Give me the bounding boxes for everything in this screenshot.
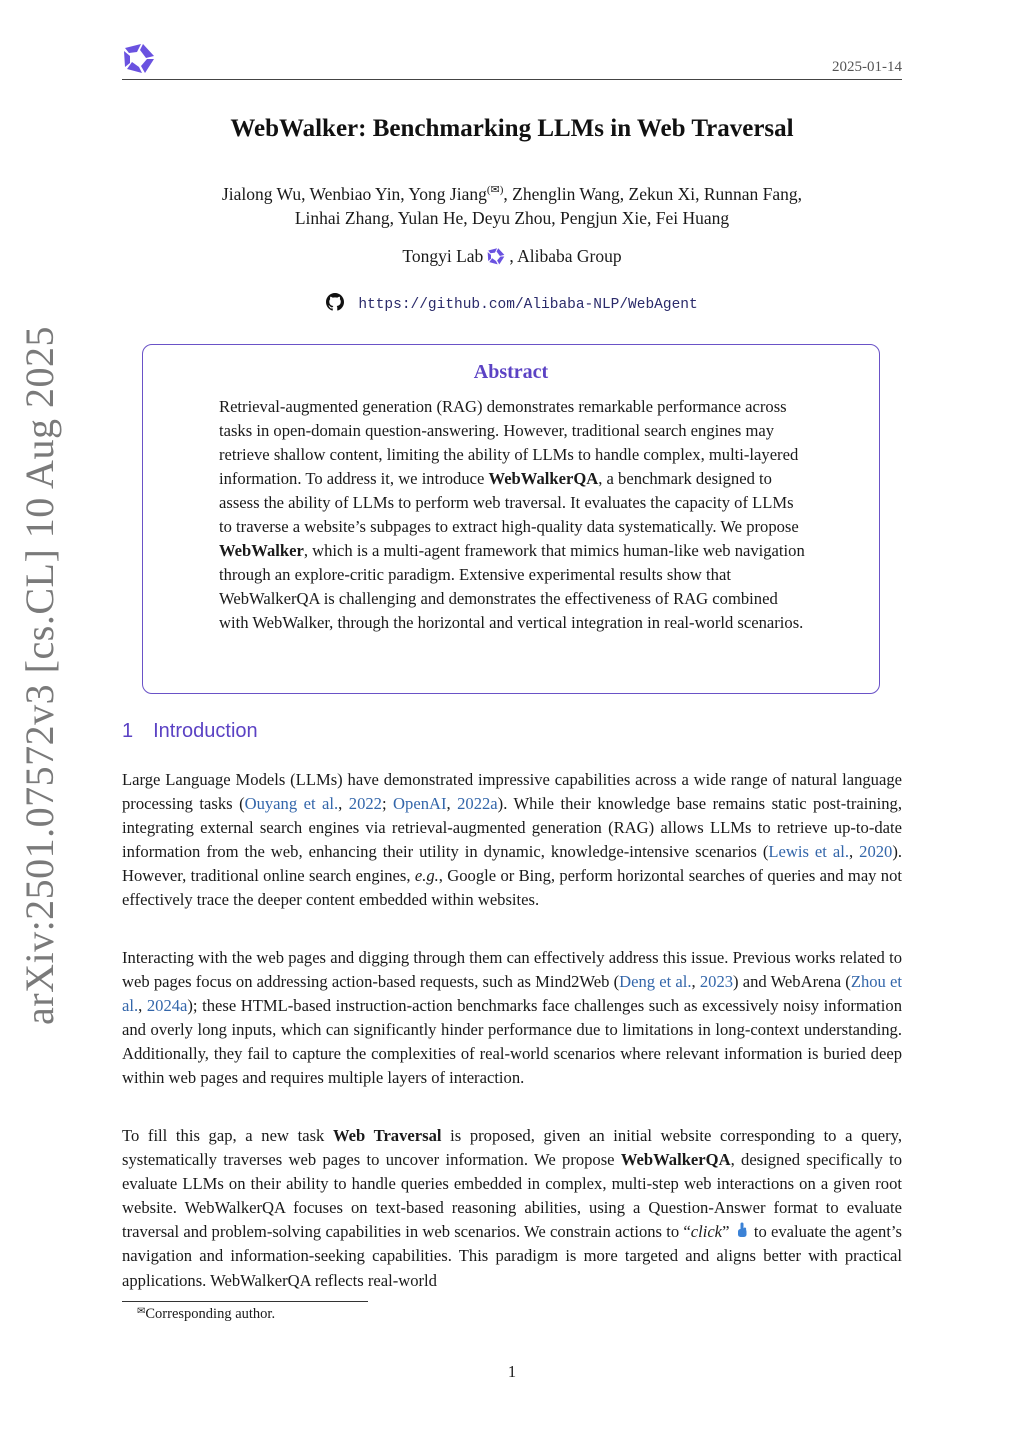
citation-link[interactable]: 2022a bbox=[457, 794, 498, 814]
github-link-row bbox=[122, 293, 902, 313]
italic-text: e.g. bbox=[414, 866, 439, 886]
tongyi-logo-icon bbox=[486, 246, 506, 266]
envelope-icon: (✉) bbox=[486, 184, 504, 196]
text-run: ) and WebArena ( bbox=[733, 972, 851, 992]
text-run: to evaluate the agent’s navigation and information-seeking capabilities. This paradigm is more targeted and aligns better with practical applications. WebWalkerQA reflects real-world bbox=[122, 1222, 903, 1290]
section-number: 1 bbox=[122, 720, 134, 742]
text-run: , bbox=[338, 794, 349, 814]
paper-title: WebWalker: Benchmarking LLMs in Web Traversal bbox=[230, 115, 794, 142]
abstract-heading: Abstract bbox=[473, 361, 549, 383]
envelope-icon: ✉ bbox=[137, 1306, 146, 1317]
github-url-link[interactable]: https://github.com/Alibaba-NLP/WebAgent bbox=[358, 297, 698, 313]
affiliation-group: , Alibaba Group bbox=[509, 246, 622, 266]
text-run: ). While their knowledge base remains static post-training, integrating external search engines via retrieval-augmented generation (RAG) allows LLMs to retrieve up-to-date information from the web, enhancing their utility in dynamic, knowledge-intensive scenarios ( bbox=[122, 794, 903, 862]
footnote-text: Corresponding author. bbox=[145, 1306, 276, 1322]
authors-line1-a: Jialong Wu, Wenbiao Yin, Yong Jiang bbox=[221, 183, 487, 204]
text-run: , bbox=[446, 794, 458, 814]
footnote bbox=[137, 1306, 275, 1323]
paragraph bbox=[122, 1124, 902, 1293]
citation-link[interactable]: Lewis et al. bbox=[768, 842, 849, 862]
text-run: ; bbox=[381, 794, 394, 814]
text-run: ” bbox=[722, 1222, 734, 1242]
text-run: ); these HTML-based instruction-action benchmarks face challenges such as excessively noisy information and overly long inputs, which can significantly hinder performance due to limitations in long-context understanding. Additionally, they fail to capture the complexities of real-world scenarios where relevant information is buried deep within web pages and requires multiple layers of interaction. bbox=[122, 996, 902, 1088]
citation-link[interactable]: Deng et al. bbox=[619, 972, 692, 992]
bold-term: WebWalkerQA bbox=[620, 1150, 731, 1170]
tongyi-logo-icon bbox=[121, 40, 157, 76]
text-run: , Google or Bing, perform horizontal searches of queries and may not effectively trace the deeper content embedded within websites. bbox=[122, 866, 903, 910]
citation-link[interactable]: Zhou et al. bbox=[122, 972, 903, 1016]
affiliation-lab: Tongyi Lab bbox=[402, 246, 484, 266]
abstract-box bbox=[142, 344, 880, 694]
section-heading-introduction bbox=[122, 720, 258, 743]
abstract-text bbox=[219, 395, 809, 635]
affiliation bbox=[122, 246, 902, 267]
citation-link[interactable]: 2023 bbox=[699, 972, 734, 992]
github-icon bbox=[326, 293, 344, 311]
section-title: Introduction bbox=[153, 720, 258, 742]
citation-link[interactable]: 2024a bbox=[146, 996, 188, 1016]
text-run: ). However, traditional online search engines, bbox=[122, 842, 903, 886]
header-rule bbox=[122, 79, 902, 80]
citation-link[interactable]: Ouyang et al. bbox=[244, 794, 339, 814]
citation-link[interactable]: 2022 bbox=[348, 794, 382, 814]
arxiv-identifier: arXiv:2501.07572v3 [cs.CL] 10 Aug 2025 bbox=[17, 326, 62, 1025]
footnote-rule bbox=[122, 1301, 368, 1302]
text-run: , bbox=[691, 972, 700, 992]
hand-pointer-icon bbox=[736, 1222, 748, 1238]
paragraph bbox=[122, 946, 902, 1091]
text-run: Interacting with the web pages and digging through them can effectively address this issue. Previous works related to web pages focus on addressing action-based requests, such as Mind2Web ( bbox=[122, 948, 902, 992]
header-date: 2025-01-14 bbox=[832, 59, 902, 75]
text-run: To fill this gap, a new task bbox=[122, 1126, 333, 1145]
italic-text: click bbox=[690, 1222, 723, 1242]
authors-line1-b: , Zhenglin Wang, Zekun Xi, Runnan Fang, bbox=[503, 183, 803, 204]
citation-link[interactable]: 2020 bbox=[859, 842, 893, 862]
text-run: , bbox=[849, 842, 860, 862]
text-run: , designed specifically to evaluate LLMs on their ability to handle queries embedded in complex, multi-step web interactions on a given root website. WebWalkerQA focuses on text-based reasoning abilities, using a Question-Answer format to evaluate traversal and problem-solving capabilities in web scenarios. We constrain actions to “ bbox=[122, 1150, 902, 1242]
abstract-text-part: Retrieval-augmented generation (RAG) demonstrates remarkable performance across tasks in open-domain question-answering. However, traditional search engines may retrieve shallow content, limiting the ability of LLMs to handle complex, multi-layered information. To address it, we introduce bbox=[219, 397, 799, 488]
text-run: is proposed, given an initial website corresponding to a query, systematically traverses web pages to uncover information. We propose bbox=[122, 1126, 902, 1170]
paragraph bbox=[122, 768, 902, 913]
authors-line2: Linhai Zhang, Yulan He, Deyu Zhou, Pengjun Xie, Fei Huang bbox=[294, 207, 730, 228]
abstract-bold-term: WebWalkerQA bbox=[488, 469, 599, 488]
abstract-text-part: , which is a multi-agent framework that mimics human-like web navigation through an explore-critic paradigm. Extensive experimental results show that WebWalkerQA is challenging and demonstrates the effectiveness of RAG combined with WebWalker, through the horizontal and vertical integration in real-world scenarios. bbox=[219, 541, 805, 632]
text-run: Large Language Models (LLMs) have demonstrated impressive capabilities across a wide range of natural language processing tasks ( bbox=[122, 770, 902, 814]
bold-term: Web Traversal bbox=[332, 1126, 442, 1145]
abstract-bold-term: WebWalker bbox=[219, 541, 304, 560]
text-run: , bbox=[138, 996, 147, 1016]
abstract-text-part: , a benchmark designed to assess the ability of LLMs to perform web traversal. It evaluates the capacity of LLMs to traverse a website’s subpages to extract high-quality data systematically. We propose bbox=[219, 469, 799, 536]
author-list bbox=[122, 178, 902, 230]
citation-link[interactable]: OpenAI bbox=[393, 794, 447, 814]
page-number: 1 bbox=[507, 1362, 517, 1381]
